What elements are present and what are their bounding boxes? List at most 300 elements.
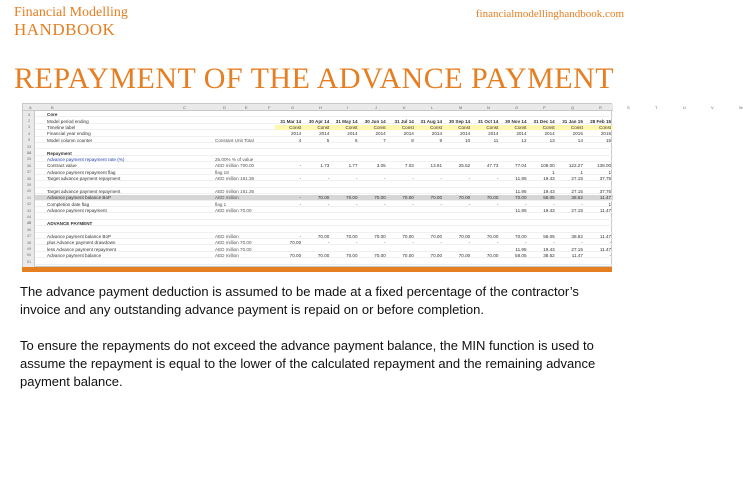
cell[interactable]: - (525, 240, 527, 246)
cell[interactable]: 31 Aug 14 (420, 118, 443, 124)
cell[interactable]: 38.62 (571, 195, 583, 201)
cell[interactable]: - (609, 253, 612, 259)
paragraph-2: To ensure the repayments do not exceed the advance payment balance, the MIN function is used to assume the repayment is equal to the lower of the calculated repayment and the remaining advance payment balance. (20, 338, 596, 389)
row-number[interactable]: 51 (26, 259, 32, 264)
row-label[interactable]: plus Advance payment drawdown (47, 240, 116, 246)
cell[interactable]: - (412, 201, 414, 207)
cell[interactable]: 31 Dec 14 (533, 118, 555, 124)
cell[interactable]: 37.75 (599, 176, 612, 182)
cell[interactable]: 70.00 (402, 253, 414, 259)
cell[interactable]: 70.00 (486, 253, 499, 259)
row-label[interactable]: Timeline label (47, 125, 76, 131)
sheet-row[interactable] (27, 118, 613, 124)
cell[interactable]: - (581, 240, 583, 246)
cell[interactable]: 70.00 (458, 233, 471, 239)
cell[interactable]: - (581, 201, 583, 207)
cell[interactable] (303, 170, 331, 175)
cell[interactable]: 7 (383, 137, 386, 143)
column-letter[interactable]: P (543, 105, 546, 110)
cell[interactable] (416, 208, 444, 213)
sheet-row[interactable] (26, 182, 613, 187)
column-letter[interactable]: F (268, 105, 271, 110)
cell[interactable]: 11.47 (599, 233, 612, 239)
row-number[interactable]: 36 (26, 163, 32, 168)
row-label[interactable]: Advance payment repayment rate (%) (47, 157, 125, 163)
cell[interactable]: 2014 (459, 131, 471, 137)
cell[interactable]: 27.15 (571, 189, 583, 195)
row-number[interactable]: 34 (26, 150, 32, 155)
cell[interactable]: 2014 (290, 131, 302, 137)
cell[interactable]: 19.43 (543, 176, 555, 182)
cell[interactable]: Const (557, 125, 585, 130)
cell[interactable] (275, 189, 303, 194)
cell[interactable]: 70.00 (486, 195, 499, 201)
row-number[interactable]: 50 (26, 253, 32, 258)
cell[interactable] (472, 189, 500, 194)
sheet-row[interactable] (26, 246, 613, 252)
cell[interactable]: - (299, 233, 302, 239)
cell[interactable]: 70.00 (346, 195, 358, 201)
row-unit[interactable]: Constant Unit Total (215, 137, 254, 143)
cell[interactable]: 70.00 (317, 195, 330, 201)
cell[interactable]: 58.05 (543, 233, 555, 239)
cell[interactable]: Const (388, 125, 416, 130)
row-cells (275, 189, 613, 194)
row-number[interactable]: 48 (26, 240, 32, 245)
column-letter[interactable]: B (51, 105, 54, 110)
cell[interactable]: - (384, 201, 386, 207)
cell[interactable]: 7.03 (404, 163, 414, 169)
cell[interactable]: 2014 (488, 131, 499, 137)
cell[interactable]: 70.00 (374, 195, 386, 201)
column-letter[interactable]: N (487, 105, 490, 110)
cell[interactable]: 27.15 (571, 246, 583, 252)
row-number[interactable]: 2 (27, 118, 31, 123)
cell[interactable]: 11.47 (599, 208, 612, 214)
row-number[interactable]: 46 (26, 227, 32, 232)
cell[interactable]: Const (303, 125, 331, 130)
cell[interactable]: 11.95 (515, 189, 527, 195)
cell[interactable]: 31 May 14 (335, 118, 358, 124)
row-label[interactable]: Core (47, 112, 58, 118)
cell[interactable]: 70.00 (430, 195, 443, 201)
row-number[interactable]: 5 (27, 138, 31, 143)
cell[interactable]: 47.73 (486, 163, 499, 169)
row-unit[interactable]: AED million 70.00 (215, 246, 252, 252)
cell[interactable]: - (384, 176, 386, 182)
row-unit[interactable]: AED million (215, 253, 239, 259)
sheet-row[interactable] (26, 233, 613, 239)
brand-line-1: Financial Modelling (14, 5, 128, 20)
cell[interactable]: Const (331, 125, 359, 130)
cell[interactable]: 9 (439, 137, 443, 143)
cell[interactable]: 4 (298, 137, 302, 143)
row-number[interactable]: 39 (26, 182, 32, 187)
column-letter[interactable]: A (29, 105, 32, 110)
row-unit[interactable]: AED million 700.00 (215, 163, 255, 169)
column-letter[interactable]: Q (571, 105, 575, 110)
cell[interactable]: 27.15 (571, 176, 583, 182)
row-cells (275, 253, 613, 258)
cell[interactable]: Const (416, 125, 444, 130)
cell[interactable] (388, 189, 416, 194)
cell[interactable]: 5 (326, 137, 330, 143)
cell[interactable]: - (553, 240, 555, 246)
cell[interactable]: Const (444, 125, 472, 130)
row-label[interactable]: Model column counter (47, 137, 93, 143)
cell[interactable]: 8 (411, 137, 414, 143)
sheet-row[interactable] (27, 137, 613, 143)
column-letter[interactable]: R (599, 105, 602, 110)
row-unit[interactable]: AED million 70.00 (215, 208, 252, 214)
cell[interactable] (416, 170, 444, 175)
sheet-row[interactable] (26, 150, 613, 156)
row-label[interactable]: Financial year ending (47, 131, 91, 137)
cell[interactable]: 31 Mar 14 (280, 118, 302, 124)
row-number[interactable]: 43 (26, 208, 32, 213)
cell[interactable] (331, 208, 359, 213)
cell[interactable] (388, 247, 416, 252)
cell[interactable]: Const (585, 125, 613, 130)
cell[interactable]: 30 Jun 14 (364, 118, 386, 124)
row-number[interactable]: 4 (27, 131, 31, 136)
cell[interactable]: 19.43 (543, 189, 555, 195)
cell[interactable] (360, 170, 388, 175)
column-letter[interactable]: D (223, 105, 226, 110)
row-unit[interactable]: AED million (215, 195, 239, 201)
row-label[interactable]: Advance payment balance BoP (47, 233, 112, 239)
cell[interactable]: Const (275, 125, 303, 130)
sheet-row[interactable] (26, 163, 613, 169)
row-label[interactable]: Target advance payment repayment (47, 189, 121, 195)
sheet-row[interactable] (26, 240, 613, 246)
cell[interactable]: 58.05 (543, 195, 555, 201)
cell[interactable]: 38.62 (571, 233, 583, 239)
row-number[interactable]: 49 (26, 246, 32, 251)
cell[interactable]: 138.00 (597, 163, 612, 169)
cell[interactable]: - (327, 176, 330, 182)
cell[interactable]: 1 (580, 169, 583, 175)
cell[interactable] (444, 247, 472, 252)
cell[interactable]: 28 Feb 15 (590, 118, 612, 124)
row-label[interactable]: Contract value (47, 163, 77, 169)
column-letter[interactable]: J (375, 105, 377, 110)
cell[interactable]: 70.00 (346, 233, 358, 239)
cell[interactable]: 70.00 (317, 233, 330, 239)
cell[interactable] (360, 189, 388, 194)
cell[interactable]: 70.00 (458, 195, 471, 201)
cell[interactable] (472, 247, 500, 252)
cell[interactable]: - (384, 240, 386, 246)
cell[interactable] (444, 208, 472, 213)
row-number[interactable]: 44 (26, 214, 32, 219)
cell[interactable]: 6 (354, 137, 358, 143)
cell[interactable]: - (299, 176, 302, 182)
accent-bar (22, 267, 612, 272)
cell[interactable]: 1.73 (320, 163, 330, 169)
row-unit[interactable]: AED million 161.36 (215, 176, 255, 182)
cell[interactable]: 31 Jul 14 (394, 118, 414, 124)
cell[interactable]: 11.95 (515, 208, 527, 214)
cell[interactable]: 70.00 (374, 233, 386, 239)
row-label[interactable]: Completion date flag (47, 201, 90, 207)
cell[interactable] (275, 247, 303, 252)
cell[interactable]: 70.00 (402, 233, 414, 239)
cell[interactable]: 37.75 (599, 189, 612, 195)
cell[interactable] (275, 208, 303, 213)
cell[interactable]: 70.00 (346, 253, 358, 259)
row-label[interactable]: Advance payment repayment flag (47, 169, 116, 175)
sheet-row[interactable] (26, 259, 613, 264)
cell[interactable]: 70.00 (515, 233, 527, 239)
sheet-row[interactable] (26, 201, 613, 207)
cell[interactable] (331, 189, 359, 194)
row-label[interactable]: ADVANCE PAYMENT (47, 221, 93, 227)
body-text (20, 283, 620, 409)
cell[interactable]: 11 (493, 137, 499, 143)
column-letter[interactable]: G (291, 105, 295, 110)
cell[interactable]: 1 (608, 169, 612, 175)
cell[interactable]: 30 Apr 14 (308, 118, 330, 124)
row-number[interactable]: 38 (26, 176, 32, 181)
cell[interactable]: 2014 (516, 131, 527, 137)
cell[interactable]: 2015 (600, 131, 612, 137)
row-cells (275, 176, 613, 181)
cell[interactable]: 11.95 (515, 246, 527, 252)
cell[interactable]: - (299, 201, 302, 207)
cell[interactable]: 70.00 (430, 233, 443, 239)
column-letter[interactable]: W (739, 105, 743, 110)
row-number[interactable]: 40 (26, 189, 32, 194)
cell[interactable]: - (525, 201, 527, 207)
cell[interactable]: 19.43 (543, 208, 555, 214)
cell[interactable]: - (609, 240, 612, 246)
cell[interactable] (303, 208, 331, 213)
sheet-row[interactable] (26, 176, 613, 182)
row-label[interactable]: Repayment (47, 150, 72, 156)
row-number[interactable]: 45 (26, 221, 32, 226)
cell[interactable] (331, 247, 359, 252)
cell[interactable]: - (327, 201, 330, 207)
cell[interactable]: 31 Oct 14 (477, 118, 499, 124)
spreadsheet-screenshot (22, 103, 743, 267)
cell[interactable]: - (355, 201, 358, 207)
cell[interactable]: Const (529, 125, 557, 130)
cell[interactable]: 70.00 (458, 253, 471, 259)
row-number[interactable]: 41 (26, 195, 32, 200)
cell[interactable]: 70.00 (289, 240, 302, 246)
cell[interactable]: 70.00 (430, 253, 443, 259)
cell[interactable]: 122.27 (568, 163, 583, 169)
column-letter[interactable]: K (403, 105, 406, 110)
sheet-row[interactable] (26, 157, 613, 163)
row-number[interactable]: 35 (26, 157, 32, 162)
column-header-bar (23, 104, 743, 111)
cell[interactable]: - (468, 240, 471, 246)
cell[interactable]: - (412, 176, 414, 182)
sheet-row[interactable] (26, 144, 613, 149)
slide-title: REPAYMENT OF THE ADVANCE PAYMENT (14, 62, 615, 95)
cell[interactable]: - (468, 201, 471, 207)
cell[interactable]: 2014 (319, 131, 330, 137)
cell[interactable] (388, 170, 416, 175)
column-letter[interactable]: V (711, 105, 714, 110)
row-cells (275, 195, 613, 200)
column-letter[interactable]: H (319, 105, 322, 110)
cell[interactable]: Const (360, 125, 388, 130)
row-label[interactable]: Advance payment balance BoP (47, 195, 112, 201)
cell[interactable] (388, 208, 416, 213)
cell[interactable]: 13 (549, 137, 555, 143)
column-letter[interactable]: M (459, 105, 463, 110)
cell[interactable]: - (355, 176, 358, 182)
row-label[interactable]: Model period ending (47, 118, 89, 124)
row-cells (275, 119, 613, 124)
cell[interactable]: 2014 (403, 131, 414, 137)
cell[interactable]: 70.00 (515, 195, 527, 201)
row-number[interactable]: 1 (27, 112, 31, 117)
cell[interactable]: 3.05 (376, 163, 386, 169)
sheet-row[interactable] (27, 125, 613, 131)
column-letter[interactable]: O (515, 105, 519, 110)
cell[interactable]: 30 Sep 14 (449, 118, 471, 124)
cell[interactable] (472, 208, 500, 213)
cell[interactable]: 12 (521, 137, 527, 143)
cell[interactable]: 1 (608, 201, 612, 207)
cell[interactable]: 11.47 (599, 195, 612, 201)
sheet-row[interactable] (26, 214, 613, 219)
cell[interactable]: 13.91 (430, 163, 443, 169)
cell[interactable]: 2014 (544, 131, 555, 137)
sheet-row[interactable] (26, 208, 613, 214)
cell[interactable]: - (355, 240, 358, 246)
cell[interactable] (360, 247, 388, 252)
cell[interactable]: - (412, 240, 414, 246)
cell[interactable]: 2014 (347, 131, 358, 137)
row-cells (275, 131, 613, 136)
cell[interactable]: - (440, 201, 443, 207)
sheet-row[interactable] (27, 131, 613, 137)
cell[interactable]: 10 (465, 137, 471, 143)
cell[interactable]: - (553, 201, 555, 207)
cell[interactable]: - (327, 240, 330, 246)
cell[interactable]: 15 (605, 137, 612, 143)
paragraph-1: The advance payment deduction is assumed to be made at a fixed percentage of the contractor’s invoice and any outstanding advance payment is repaid on or before completion. (20, 284, 579, 317)
cell[interactable]: - (468, 176, 471, 182)
row-cells (275, 202, 613, 207)
cell[interactable]: Const (472, 125, 500, 130)
row-label[interactable]: less Advance payment repayment (47, 246, 116, 252)
column-letter[interactable]: L (431, 105, 434, 110)
cell[interactable]: - (440, 176, 443, 182)
cell[interactable]: 1.77 (348, 163, 358, 169)
row-number[interactable]: 47 (26, 234, 32, 239)
cell[interactable]: 58.05 (515, 253, 527, 259)
cell[interactable]: 14 (577, 137, 583, 143)
cell[interactable]: 70.00 (402, 195, 414, 201)
cell[interactable]: 2014 (431, 131, 443, 137)
cell[interactable] (275, 170, 303, 175)
row-unit[interactable]: flag 18 (215, 169, 229, 175)
cell[interactable] (360, 208, 388, 213)
cell[interactable]: 31 Jan 15 (562, 118, 583, 124)
sheet-row[interactable] (27, 112, 613, 118)
cell[interactable] (444, 189, 472, 194)
cell[interactable]: 11.47 (599, 246, 612, 252)
cell[interactable]: 70.00 (374, 253, 386, 259)
row-label[interactable]: Advance payment repayment (47, 208, 107, 214)
row-unit[interactable]: flag 1 (215, 201, 227, 207)
cell[interactable]: 11.47 (571, 253, 583, 259)
row-unit[interactable]: AED million 70.00 (215, 240, 252, 246)
row-number[interactable]: 42 (26, 202, 32, 207)
column-letter[interactable]: I (347, 105, 349, 110)
site-url[interactable]: financialmodellinghandbook.com (475, 8, 624, 20)
cell[interactable]: 77.04 (515, 163, 527, 169)
column-letter[interactable]: C (183, 105, 186, 110)
cell[interactable]: 2014 (375, 131, 386, 137)
row-unit[interactable]: AED million (215, 233, 239, 239)
sheet-row[interactable] (26, 221, 613, 227)
cell[interactable]: 70.00 (317, 253, 330, 259)
cell[interactable] (303, 189, 331, 194)
cell[interactable] (416, 247, 444, 252)
sheet-row[interactable] (26, 253, 613, 259)
row-unit[interactable]: 25.00% % of value (215, 157, 254, 163)
cell[interactable]: - (496, 240, 499, 246)
cell[interactable]: 2015 (572, 131, 583, 137)
cell[interactable]: 11.95 (515, 176, 527, 182)
cell[interactable] (416, 189, 444, 194)
column-letter[interactable]: E (245, 105, 248, 110)
row-cells (275, 208, 613, 213)
sheet-row[interactable] (26, 227, 613, 232)
row-number[interactable]: 3 (27, 125, 31, 130)
cell[interactable]: 38.62 (543, 253, 555, 259)
row-number[interactable]: 37 (26, 170, 32, 175)
column-letter[interactable]: T (655, 105, 658, 110)
cell[interactable]: 25.52 (458, 163, 471, 169)
sheet-row[interactable] (26, 195, 613, 201)
cell[interactable]: 70.00 (486, 233, 499, 239)
cell[interactable]: 70.00 (289, 253, 302, 259)
row-label[interactable]: Advance payment balance (47, 253, 102, 259)
cell[interactable]: - (496, 201, 499, 207)
column-letter[interactable]: U (683, 105, 686, 110)
cell[interactable]: 1 (552, 169, 555, 175)
sheet-row[interactable] (26, 169, 613, 175)
cell[interactable] (500, 170, 528, 175)
cell[interactable] (472, 170, 500, 175)
cell[interactable]: - (496, 176, 499, 182)
cell[interactable]: - (440, 240, 443, 246)
cell[interactable]: 19.43 (543, 246, 555, 252)
cell[interactable] (331, 170, 359, 175)
cell[interactable]: 27.15 (571, 208, 583, 214)
cell[interactable]: Const (500, 125, 528, 130)
row-label[interactable]: Target advance payment repayment (47, 176, 121, 182)
row-unit[interactable]: AED million 161.36 (215, 189, 255, 195)
cell[interactable]: 30 Nov 14 (505, 118, 527, 124)
cell[interactable] (444, 170, 472, 175)
row-number[interactable]: 33 (26, 144, 32, 149)
cell[interactable] (303, 247, 331, 252)
sheet-row[interactable] (26, 189, 613, 195)
cell[interactable]: - (299, 163, 302, 169)
cell[interactable]: - (299, 195, 302, 201)
cell[interactable]: 108.00 (540, 163, 555, 169)
column-letter[interactable]: S (627, 105, 630, 110)
